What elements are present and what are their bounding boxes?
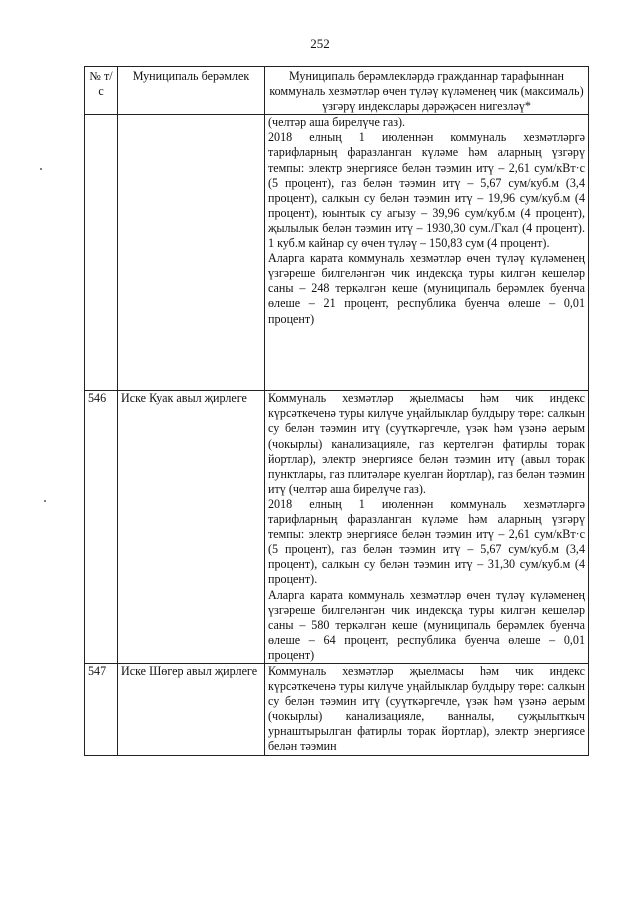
- paragraph: 2018 елның 1 июленнән коммуналь хезмәтләргә тарифларның фаразланган күләме һәм аларның үзгәрү темпы: электр энергиясе белән тәэмин итү – 2,61 сум/кВт·с (5 процент), газ белән тәэмин итү – 5,67 сум/куб.м (3,4 процент), салкын су белән тәэмин итү – 31,30 сум/куб.м (4 процент).: [268, 496, 585, 587]
- paragraph: Коммуналь хезмәтләр җыелмасы һәм чик индекс күрсәткеченә туры килүче уңайлыклар булдыру төре: салкын су белән тәэмин итү (суүткәргечле, үзәк һәм үзәнә аерым (чокырлы) канализацияле, газ кертелгән фатирлы торак йортлар), электр энергиясе белән тәэмин итү (авыл торак пунктлары, газ плитәләре куелган йортлар), газ белән тәэмин итү (челтәр аша бирелүче газ).: [268, 391, 585, 496]
- scan-speck: [44, 500, 46, 502]
- table-row: [85, 663, 589, 755]
- table-row: [85, 391, 589, 664]
- paragraph: 2018 елның 1 июленнән коммуналь хезмәтләргә тарифларның фаразланган күләме һәм аларның үзгәрү темпы: электр энергиясе белән тәэмин итү – 2,61 сум/кВт·с (5 процент), газ белән тәэмин итү – 5,67 сум/куб.м (3,4 процент), салкын су белән тәэмин итү – 19,96 сум/куб.м (4 процент), юынтык су агызу – 39,96 сум/куб.м (4 процент), җылылык белән тәэмин итү – 1930,30 сум./Гкал (4 процент). 1 куб.м кайнар су өчен түләү – 150,83 сум (4 процент).: [268, 130, 585, 251]
- header-municipality: Муниципаль берәмлек: [118, 67, 265, 115]
- paragraph: Коммуналь хезмәтләр җыелмасы һәм чик индекс күрсәткеченә туры килүче уңайлыклар булдыру төре: салкын су белән тәэмин итү (суүткәргечле, үзәк һәм үзәнә аерым (чокырлы) канализацияле, ванналы, суҗылыткыч урнаштырылган фатирлы торак йортлар), электр энергиясе белән тәэмин: [268, 663, 585, 754]
- paragraph: Аларга карата коммуналь хезмәтләр өчен түләү күләменең үзгәреше билгеләнгән чик индексқа туры килгән кешеләр саны – 580 теркәлгән кеше (муниципаль берәмлек буенча өлеше – 64 процент, республика буенча өлеше – 0,01 процент): [268, 587, 585, 662]
- table-row: [85, 115, 589, 391]
- table-header-row: [85, 67, 589, 115]
- row-description: [265, 663, 589, 755]
- row-description: [265, 391, 589, 664]
- row-municipality: [118, 115, 265, 391]
- paragraph: (челтәр аша бирелүче газ).: [268, 115, 406, 130]
- row-number: 547: [85, 663, 118, 755]
- header-number: № т/с: [85, 67, 118, 115]
- row-description: [265, 115, 589, 391]
- tariff-table: [84, 66, 589, 756]
- row-number: [85, 115, 118, 391]
- paragraph: Аларга карата коммуналь хезмәтләр өчен түләү күләменең үзгәреше билгеләнгән чик индексқа туры килгән кешеләр саны – 248 теркәлгән кеше (муниципаль берәмлек буенча өлеше – 21 процент, республика буенча өлеше – 0,01 процент): [268, 251, 585, 326]
- row-municipality: Иске Шөгер авыл җирлеге: [118, 663, 265, 755]
- header-justification: Муниципаль берәмлекләрдә гражданнар тарафыннан коммуналь хезмәтләр өчен түләү күләменең чик (максималь) үзгәрү индекслары дәрәҗәсен нигезләү*: [265, 67, 589, 115]
- scan-speck: [40, 168, 42, 170]
- row-number: 546: [85, 391, 118, 664]
- row-municipality: Иске Куак авыл җирлеге: [118, 391, 265, 664]
- page-number: 252: [310, 36, 330, 51]
